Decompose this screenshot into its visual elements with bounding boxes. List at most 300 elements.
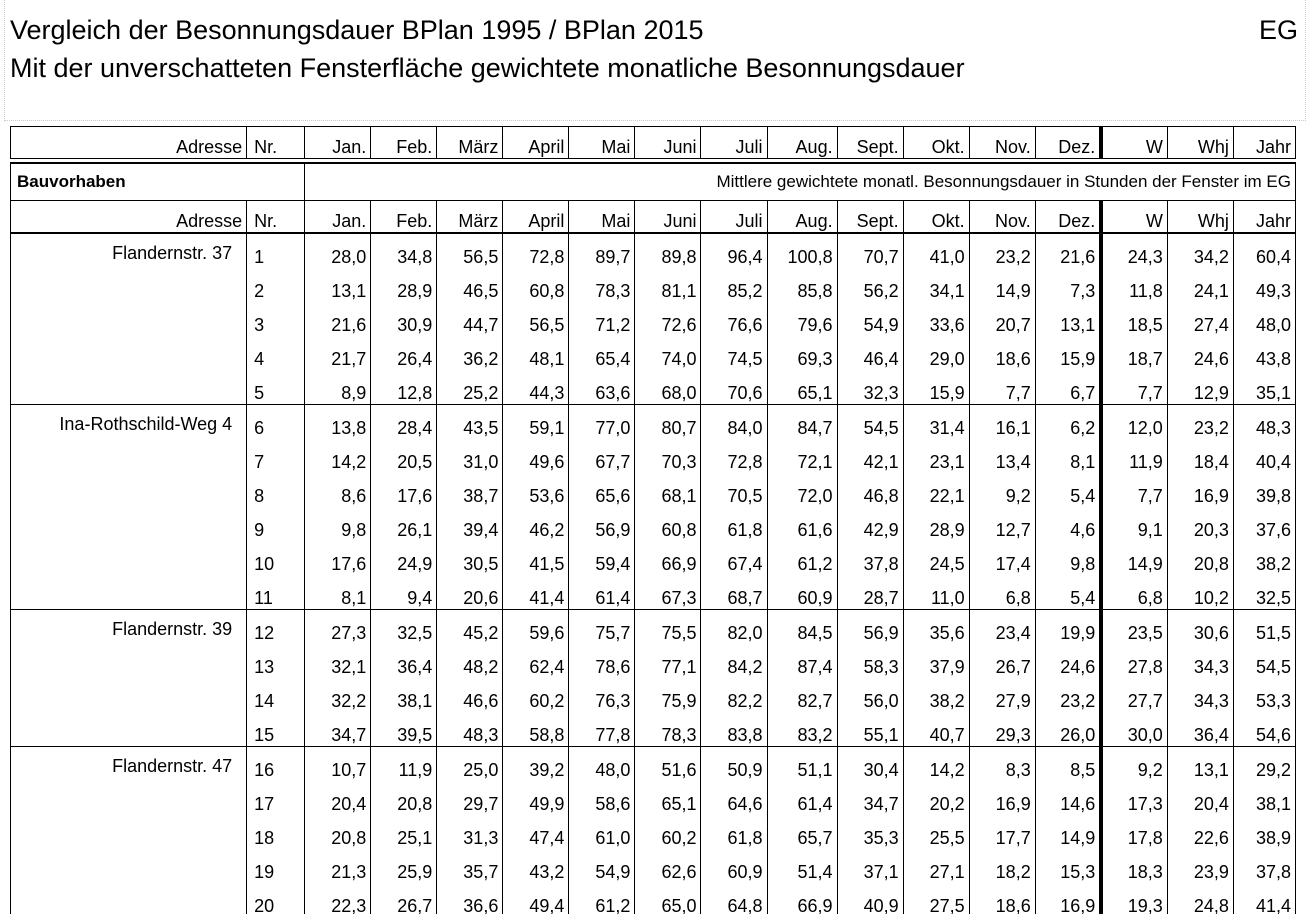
value-cell-dez: 14,6 bbox=[1035, 781, 1101, 815]
value-cell-okt: 35,6 bbox=[903, 610, 969, 645]
value-cell-jahr: 43,8 bbox=[1233, 336, 1295, 370]
floor-label: EG bbox=[1258, 15, 1298, 45]
value-cell-aug: 72,1 bbox=[767, 439, 837, 473]
value-cell-nov: 29,3 bbox=[969, 712, 1035, 747]
value-cell-juni: 68,0 bbox=[635, 370, 701, 405]
value-cell-jahr: 51,5 bbox=[1233, 610, 1295, 645]
value-cell-jahr: 38,1 bbox=[1233, 781, 1295, 815]
value-cell-whj: 18,4 bbox=[1167, 439, 1233, 473]
value-cell-jahr: 53,3 bbox=[1233, 678, 1295, 712]
value-cell-jan: 32,1 bbox=[305, 644, 371, 678]
value-cell-juli: 84,0 bbox=[701, 405, 767, 440]
value-cell-jahr: 60,4 bbox=[1233, 233, 1295, 268]
row-number: 19 bbox=[247, 849, 305, 883]
value-cell-whj: 10,2 bbox=[1167, 575, 1233, 610]
value-cell-april: 39,2 bbox=[503, 747, 569, 782]
row-number: 12 bbox=[247, 610, 305, 645]
column-header-1: Nr. bbox=[247, 127, 305, 159]
value-cell-juni: 65,0 bbox=[635, 883, 701, 914]
value-cell-april: 60,8 bbox=[503, 268, 569, 302]
value-cell-märz: 25,0 bbox=[437, 747, 503, 782]
value-cell-mai: 61,4 bbox=[569, 575, 635, 610]
value-cell-okt: 41,0 bbox=[903, 233, 969, 268]
value-cell-okt: 15,9 bbox=[903, 370, 969, 405]
value-cell-feb: 26,4 bbox=[371, 336, 437, 370]
value-cell-mai: 89,7 bbox=[569, 233, 635, 268]
value-cell-april: 48,1 bbox=[503, 336, 569, 370]
address-cell: Flandernstr. 39 bbox=[11, 610, 247, 747]
value-cell-aug: 51,1 bbox=[767, 747, 837, 782]
row-number: 10 bbox=[247, 541, 305, 575]
value-cell-juni: 77,1 bbox=[635, 644, 701, 678]
table-row bbox=[11, 610, 1296, 645]
column-header-1: Nr. bbox=[247, 201, 305, 234]
row-number: 3 bbox=[247, 302, 305, 336]
value-cell-nov: 18,6 bbox=[969, 336, 1035, 370]
value-cell-sept: 55,1 bbox=[837, 712, 903, 747]
value-cell-nov: 23,2 bbox=[969, 233, 1035, 268]
value-cell-april: 56,5 bbox=[503, 302, 569, 336]
row-number: 5 bbox=[247, 370, 305, 405]
value-cell-april: 72,8 bbox=[503, 233, 569, 268]
value-cell-w: 27,8 bbox=[1101, 644, 1167, 678]
value-cell-jahr: 37,8 bbox=[1233, 849, 1295, 883]
value-cell-whj: 12,9 bbox=[1167, 370, 1233, 405]
value-cell-feb: 11,9 bbox=[371, 747, 437, 782]
value-cell-nov: 14,9 bbox=[969, 268, 1035, 302]
value-cell-w: 11,8 bbox=[1101, 268, 1167, 302]
address-cell: Flandernstr. 37 bbox=[11, 233, 247, 405]
value-cell-aug: 79,6 bbox=[767, 302, 837, 336]
value-cell-sept: 37,1 bbox=[837, 849, 903, 883]
value-cell-sept: 54,5 bbox=[837, 405, 903, 440]
column-header-14: W bbox=[1101, 127, 1167, 159]
value-cell-jan: 32,2 bbox=[305, 678, 371, 712]
table-header-row bbox=[11, 127, 1296, 159]
value-cell-aug: 65,7 bbox=[767, 815, 837, 849]
column-header-0: Adresse bbox=[11, 201, 247, 234]
value-cell-jan: 13,1 bbox=[305, 268, 371, 302]
value-cell-okt: 33,6 bbox=[903, 302, 969, 336]
value-cell-nov: 23,4 bbox=[969, 610, 1035, 645]
value-cell-sept: 28,7 bbox=[837, 575, 903, 610]
value-cell-whj: 27,4 bbox=[1167, 302, 1233, 336]
value-cell-juli: 82,0 bbox=[701, 610, 767, 645]
value-cell-nov: 16,9 bbox=[969, 781, 1035, 815]
value-cell-feb: 38,1 bbox=[371, 678, 437, 712]
value-cell-mai: 77,0 bbox=[569, 405, 635, 440]
column-header-9: Aug. bbox=[767, 201, 837, 234]
value-cell-dez: 19,9 bbox=[1035, 610, 1101, 645]
value-cell-whj: 34,2 bbox=[1167, 233, 1233, 268]
value-cell-dez: 7,3 bbox=[1035, 268, 1101, 302]
column-header-5: April bbox=[503, 127, 569, 159]
value-cell-juli: 72,8 bbox=[701, 439, 767, 473]
value-cell-jan: 9,8 bbox=[305, 507, 371, 541]
value-cell-april: 49,6 bbox=[503, 439, 569, 473]
value-cell-whj: 20,8 bbox=[1167, 541, 1233, 575]
value-cell-w: 7,7 bbox=[1101, 370, 1167, 405]
value-cell-aug: 69,3 bbox=[767, 336, 837, 370]
value-cell-jahr: 41,4 bbox=[1233, 883, 1295, 914]
value-cell-juni: 80,7 bbox=[635, 405, 701, 440]
value-cell-aug: 65,1 bbox=[767, 370, 837, 405]
value-cell-jan: 27,3 bbox=[305, 610, 371, 645]
value-cell-feb: 26,7 bbox=[371, 883, 437, 914]
value-cell-sept: 56,0 bbox=[837, 678, 903, 712]
value-cell-whj: 24,1 bbox=[1167, 268, 1233, 302]
value-cell-aug: 84,5 bbox=[767, 610, 837, 645]
value-cell-feb: 26,1 bbox=[371, 507, 437, 541]
column-header-13: Dez. bbox=[1035, 127, 1101, 159]
row-number: 7 bbox=[247, 439, 305, 473]
table-row bbox=[11, 233, 1296, 268]
value-cell-okt: 24,5 bbox=[903, 541, 969, 575]
column-header-11: Okt. bbox=[903, 201, 969, 234]
value-cell-whj: 34,3 bbox=[1167, 678, 1233, 712]
value-cell-whj: 36,4 bbox=[1167, 712, 1233, 747]
value-cell-nov: 17,4 bbox=[969, 541, 1035, 575]
section-label: Bauvorhaben bbox=[11, 163, 305, 201]
value-cell-okt: 25,5 bbox=[903, 815, 969, 849]
value-cell-april: 44,3 bbox=[503, 370, 569, 405]
value-cell-märz: 44,7 bbox=[437, 302, 503, 336]
value-cell-feb: 12,8 bbox=[371, 370, 437, 405]
value-cell-w: 11,9 bbox=[1101, 439, 1167, 473]
value-cell-juli: 76,6 bbox=[701, 302, 767, 336]
value-cell-w: 9,1 bbox=[1101, 507, 1167, 541]
value-cell-mai: 59,4 bbox=[569, 541, 635, 575]
value-cell-dez: 13,1 bbox=[1035, 302, 1101, 336]
value-cell-dez: 6,7 bbox=[1035, 370, 1101, 405]
value-cell-nov: 6,8 bbox=[969, 575, 1035, 610]
value-cell-jahr: 39,8 bbox=[1233, 473, 1295, 507]
value-cell-feb: 39,5 bbox=[371, 712, 437, 747]
value-cell-jan: 21,6 bbox=[305, 302, 371, 336]
value-cell-feb: 24,9 bbox=[371, 541, 437, 575]
value-cell-okt: 34,1 bbox=[903, 268, 969, 302]
value-cell-okt: 37,9 bbox=[903, 644, 969, 678]
value-cell-w: 23,5 bbox=[1101, 610, 1167, 645]
value-cell-juni: 81,1 bbox=[635, 268, 701, 302]
value-cell-mai: 78,6 bbox=[569, 644, 635, 678]
value-cell-juli: 74,5 bbox=[701, 336, 767, 370]
value-cell-jahr: 40,4 bbox=[1233, 439, 1295, 473]
value-cell-aug: 85,8 bbox=[767, 268, 837, 302]
value-cell-nov: 20,7 bbox=[969, 302, 1035, 336]
value-cell-w: 17,3 bbox=[1101, 781, 1167, 815]
column-header-16: Jahr bbox=[1233, 201, 1295, 234]
value-cell-juni: 67,3 bbox=[635, 575, 701, 610]
value-cell-juni: 62,6 bbox=[635, 849, 701, 883]
value-cell-nov: 12,7 bbox=[969, 507, 1035, 541]
value-cell-sept: 40,9 bbox=[837, 883, 903, 914]
value-cell-juli: 83,8 bbox=[701, 712, 767, 747]
value-cell-dez: 15,9 bbox=[1035, 336, 1101, 370]
value-cell-okt: 29,0 bbox=[903, 336, 969, 370]
value-cell-jan: 21,7 bbox=[305, 336, 371, 370]
value-cell-juni: 68,1 bbox=[635, 473, 701, 507]
value-cell-whj: 23,9 bbox=[1167, 849, 1233, 883]
value-cell-mai: 78,3 bbox=[569, 268, 635, 302]
address-cell: Ina-Rothschild-Weg 4 bbox=[11, 405, 247, 610]
value-cell-mai: 75,7 bbox=[569, 610, 635, 645]
value-cell-whj: 24,8 bbox=[1167, 883, 1233, 914]
value-cell-dez: 16,9 bbox=[1035, 883, 1101, 914]
value-cell-aug: 66,9 bbox=[767, 883, 837, 914]
value-cell-whj: 20,3 bbox=[1167, 507, 1233, 541]
column-header-8: Juli bbox=[701, 127, 767, 159]
sunshine-duration-table bbox=[10, 126, 1296, 914]
value-cell-juni: 60,8 bbox=[635, 507, 701, 541]
value-cell-mai: 48,0 bbox=[569, 747, 635, 782]
sunshine-table-container bbox=[10, 126, 1296, 914]
row-number: 2 bbox=[247, 268, 305, 302]
section-description: Mittlere gewichtete monatl. Besonnungsdauer in Stunden der Fenster im EG bbox=[305, 163, 1296, 201]
value-cell-april: 47,4 bbox=[503, 815, 569, 849]
value-cell-jahr: 48,0 bbox=[1233, 302, 1295, 336]
value-cell-dez: 6,2 bbox=[1035, 405, 1101, 440]
value-cell-juni: 70,3 bbox=[635, 439, 701, 473]
value-cell-nov: 16,1 bbox=[969, 405, 1035, 440]
value-cell-sept: 34,7 bbox=[837, 781, 903, 815]
value-cell-okt: 40,7 bbox=[903, 712, 969, 747]
column-header-4: März bbox=[437, 201, 503, 234]
value-cell-nov: 18,6 bbox=[969, 883, 1035, 914]
value-cell-jan: 14,2 bbox=[305, 439, 371, 473]
row-number: 11 bbox=[247, 575, 305, 610]
value-cell-dez: 14,9 bbox=[1035, 815, 1101, 849]
value-cell-feb: 28,9 bbox=[371, 268, 437, 302]
value-cell-märz: 36,6 bbox=[437, 883, 503, 914]
value-cell-w: 30,0 bbox=[1101, 712, 1167, 747]
value-cell-okt: 23,1 bbox=[903, 439, 969, 473]
value-cell-märz: 46,6 bbox=[437, 678, 503, 712]
value-cell-sept: 54,9 bbox=[837, 302, 903, 336]
value-cell-jahr: 49,3 bbox=[1233, 268, 1295, 302]
value-cell-aug: 84,7 bbox=[767, 405, 837, 440]
value-cell-feb: 30,9 bbox=[371, 302, 437, 336]
value-cell-mai: 58,6 bbox=[569, 781, 635, 815]
value-cell-okt: 11,0 bbox=[903, 575, 969, 610]
value-cell-aug: 72,0 bbox=[767, 473, 837, 507]
value-cell-dez: 5,4 bbox=[1035, 575, 1101, 610]
value-cell-jahr: 29,2 bbox=[1233, 747, 1295, 782]
value-cell-jahr: 54,6 bbox=[1233, 712, 1295, 747]
value-cell-juli: 96,4 bbox=[701, 233, 767, 268]
value-cell-april: 59,1 bbox=[503, 405, 569, 440]
value-cell-sept: 32,3 bbox=[837, 370, 903, 405]
row-number: 13 bbox=[247, 644, 305, 678]
value-cell-juni: 75,9 bbox=[635, 678, 701, 712]
column-header-3: Feb. bbox=[371, 127, 437, 159]
value-cell-juli: 50,9 bbox=[701, 747, 767, 782]
value-cell-okt: 20,2 bbox=[903, 781, 969, 815]
value-cell-feb: 32,5 bbox=[371, 610, 437, 645]
value-cell-sept: 56,2 bbox=[837, 268, 903, 302]
value-cell-w: 27,7 bbox=[1101, 678, 1167, 712]
value-cell-jan: 17,6 bbox=[305, 541, 371, 575]
value-cell-whj: 34,3 bbox=[1167, 644, 1233, 678]
value-cell-aug: 61,2 bbox=[767, 541, 837, 575]
value-cell-nov: 27,9 bbox=[969, 678, 1035, 712]
value-cell-jahr: 35,1 bbox=[1233, 370, 1295, 405]
value-cell-juli: 70,6 bbox=[701, 370, 767, 405]
value-cell-juli: 82,2 bbox=[701, 678, 767, 712]
value-cell-juli: 60,9 bbox=[701, 849, 767, 883]
value-cell-okt: 22,1 bbox=[903, 473, 969, 507]
value-cell-märz: 30,5 bbox=[437, 541, 503, 575]
column-header-2: Jan. bbox=[305, 201, 371, 234]
value-cell-w: 14,9 bbox=[1101, 541, 1167, 575]
value-cell-dez: 8,1 bbox=[1035, 439, 1101, 473]
value-cell-jan: 8,6 bbox=[305, 473, 371, 507]
value-cell-märz: 20,6 bbox=[437, 575, 503, 610]
row-number: 15 bbox=[247, 712, 305, 747]
value-cell-jahr: 48,3 bbox=[1233, 405, 1295, 440]
value-cell-märz: 48,3 bbox=[437, 712, 503, 747]
value-cell-nov: 18,2 bbox=[969, 849, 1035, 883]
section-row bbox=[11, 163, 1296, 201]
value-cell-aug: 82,7 bbox=[767, 678, 837, 712]
column-header-7: Juni bbox=[635, 127, 701, 159]
value-cell-märz: 46,5 bbox=[437, 268, 503, 302]
column-header-11: Okt. bbox=[903, 127, 969, 159]
column-header-0: Adresse bbox=[11, 127, 247, 159]
value-cell-april: 60,2 bbox=[503, 678, 569, 712]
value-cell-whj: 23,2 bbox=[1167, 405, 1233, 440]
value-cell-märz: 43,5 bbox=[437, 405, 503, 440]
value-cell-april: 53,6 bbox=[503, 473, 569, 507]
value-cell-märz: 38,7 bbox=[437, 473, 503, 507]
value-cell-jan: 10,7 bbox=[305, 747, 371, 782]
column-header-3: Feb. bbox=[371, 201, 437, 234]
value-cell-dez: 23,2 bbox=[1035, 678, 1101, 712]
value-cell-nov: 7,7 bbox=[969, 370, 1035, 405]
value-cell-juli: 84,2 bbox=[701, 644, 767, 678]
value-cell-jan: 20,4 bbox=[305, 781, 371, 815]
value-cell-feb: 34,8 bbox=[371, 233, 437, 268]
value-cell-feb: 20,5 bbox=[371, 439, 437, 473]
value-cell-w: 24,3 bbox=[1101, 233, 1167, 268]
table-row bbox=[11, 747, 1296, 782]
row-number: 9 bbox=[247, 507, 305, 541]
value-cell-dez: 4,6 bbox=[1035, 507, 1101, 541]
value-cell-juli: 64,8 bbox=[701, 883, 767, 914]
value-cell-aug: 60,9 bbox=[767, 575, 837, 610]
value-cell-juni: 75,5 bbox=[635, 610, 701, 645]
value-cell-nov: 26,7 bbox=[969, 644, 1035, 678]
value-cell-jan: 8,1 bbox=[305, 575, 371, 610]
value-cell-mai: 54,9 bbox=[569, 849, 635, 883]
column-header-16: Jahr bbox=[1233, 127, 1295, 159]
column-header-8: Juli bbox=[701, 201, 767, 234]
column-header-7: Juni bbox=[635, 201, 701, 234]
value-cell-sept: 58,3 bbox=[837, 644, 903, 678]
value-cell-sept: 42,9 bbox=[837, 507, 903, 541]
value-cell-aug: 61,6 bbox=[767, 507, 837, 541]
value-cell-okt: 28,9 bbox=[903, 507, 969, 541]
value-cell-sept: 37,8 bbox=[837, 541, 903, 575]
value-cell-okt: 14,2 bbox=[903, 747, 969, 782]
value-cell-nov: 8,3 bbox=[969, 747, 1035, 782]
value-cell-sept: 42,1 bbox=[837, 439, 903, 473]
value-cell-mai: 65,6 bbox=[569, 473, 635, 507]
value-cell-juni: 72,6 bbox=[635, 302, 701, 336]
value-cell-april: 41,4 bbox=[503, 575, 569, 610]
value-cell-w: 19,3 bbox=[1101, 883, 1167, 914]
value-cell-märz: 56,5 bbox=[437, 233, 503, 268]
value-cell-märz: 31,3 bbox=[437, 815, 503, 849]
value-cell-juli: 70,5 bbox=[701, 473, 767, 507]
value-cell-juni: 60,2 bbox=[635, 815, 701, 849]
value-cell-feb: 28,4 bbox=[371, 405, 437, 440]
value-cell-märz: 48,2 bbox=[437, 644, 503, 678]
value-cell-aug: 87,4 bbox=[767, 644, 837, 678]
value-cell-mai: 56,9 bbox=[569, 507, 635, 541]
row-number: 1 bbox=[247, 233, 305, 268]
value-cell-mai: 77,8 bbox=[569, 712, 635, 747]
row-number: 8 bbox=[247, 473, 305, 507]
address-cell: Flandernstr. 47 bbox=[11, 747, 247, 914]
value-cell-märz: 29,7 bbox=[437, 781, 503, 815]
column-header-6: Mai bbox=[569, 201, 635, 234]
value-cell-märz: 25,2 bbox=[437, 370, 503, 405]
value-cell-w: 17,8 bbox=[1101, 815, 1167, 849]
value-cell-feb: 36,4 bbox=[371, 644, 437, 678]
value-cell-juli: 67,4 bbox=[701, 541, 767, 575]
value-cell-w: 6,8 bbox=[1101, 575, 1167, 610]
column-header-4: März bbox=[437, 127, 503, 159]
value-cell-jahr: 37,6 bbox=[1233, 507, 1295, 541]
row-number: 6 bbox=[247, 405, 305, 440]
value-cell-jahr: 32,5 bbox=[1233, 575, 1295, 610]
value-cell-sept: 56,9 bbox=[837, 610, 903, 645]
value-cell-dez: 15,3 bbox=[1035, 849, 1101, 883]
value-cell-dez: 24,6 bbox=[1035, 644, 1101, 678]
column-header-15: Whj bbox=[1167, 201, 1233, 234]
value-cell-whj: 30,6 bbox=[1167, 610, 1233, 645]
value-cell-juli: 85,2 bbox=[701, 268, 767, 302]
value-cell-sept: 46,8 bbox=[837, 473, 903, 507]
row-number: 17 bbox=[247, 781, 305, 815]
row-number: 4 bbox=[247, 336, 305, 370]
value-cell-märz: 45,2 bbox=[437, 610, 503, 645]
value-cell-whj: 24,6 bbox=[1167, 336, 1233, 370]
value-cell-okt: 27,5 bbox=[903, 883, 969, 914]
value-cell-april: 62,4 bbox=[503, 644, 569, 678]
value-cell-märz: 36,2 bbox=[437, 336, 503, 370]
value-cell-jan: 8,9 bbox=[305, 370, 371, 405]
value-cell-aug: 51,4 bbox=[767, 849, 837, 883]
column-header-6: Mai bbox=[569, 127, 635, 159]
column-header-13: Dez. bbox=[1035, 201, 1101, 234]
value-cell-jahr: 38,2 bbox=[1233, 541, 1295, 575]
value-cell-jan: 34,7 bbox=[305, 712, 371, 747]
value-cell-april: 49,9 bbox=[503, 781, 569, 815]
value-cell-nov: 17,7 bbox=[969, 815, 1035, 849]
value-cell-feb: 20,8 bbox=[371, 781, 437, 815]
value-cell-märz: 35,7 bbox=[437, 849, 503, 883]
value-cell-dez: 26,0 bbox=[1035, 712, 1101, 747]
value-cell-whj: 16,9 bbox=[1167, 473, 1233, 507]
value-cell-sept: 70,7 bbox=[837, 233, 903, 268]
value-cell-juli: 64,6 bbox=[701, 781, 767, 815]
document-subtitle: Mit der unverschatteten Fensterfläche gewichtete monatliche Besonnungsdauer bbox=[10, 53, 965, 83]
value-cell-jan: 20,8 bbox=[305, 815, 371, 849]
value-cell-juni: 51,6 bbox=[635, 747, 701, 782]
value-cell-whj: 22,6 bbox=[1167, 815, 1233, 849]
